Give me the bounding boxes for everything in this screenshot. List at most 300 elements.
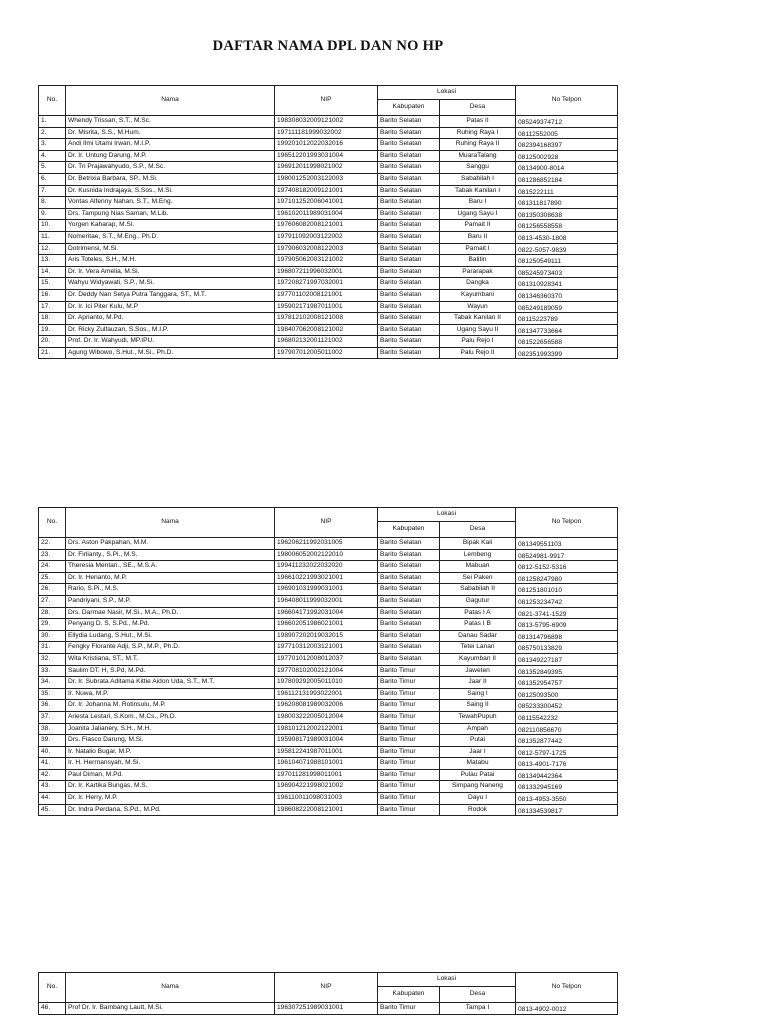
cell-telpon: 0812-5152-5316	[516, 561, 618, 573]
cell-nip: 198907202019032015	[275, 630, 378, 642]
cell-kabupaten: Barito Selatan	[378, 266, 440, 278]
cell-no: 20.	[39, 336, 66, 348]
cell-nama: Dr. Ir. Ici Piter Kulu, M.P	[66, 301, 275, 313]
cell-nip: 196610221993021001	[275, 572, 378, 584]
cell-nama: Dr. Ir. Herianto, M.P.	[66, 572, 275, 584]
cell-telpon: 08524981-9917	[516, 549, 618, 561]
cell-no: 26.	[39, 584, 66, 596]
cell-telpon: 081311817890	[516, 197, 618, 209]
cell-telpon: 081522656588	[516, 336, 618, 348]
cell-desa: Tampa I	[440, 1003, 516, 1015]
table-row	[39, 173, 618, 185]
cell-telpon: 0813-4530-1808	[516, 231, 618, 243]
cell-telpon: 081352849395	[516, 665, 618, 677]
cell-nip: 198407062008121002	[275, 324, 378, 336]
table-row	[39, 735, 618, 747]
cell-telpon: 081314796898	[516, 630, 618, 642]
cell-telpon: 081347733664	[516, 324, 618, 336]
cell-nama: Wahyu Widyawati, S.P., M.Si.	[66, 278, 275, 290]
cell-desa: Tabak Kanilan II	[440, 313, 516, 325]
table-row	[39, 711, 618, 723]
cell-nip: 196912011998021002	[275, 162, 378, 174]
cell-no: 42.	[39, 769, 66, 781]
cell-telpon: 081352877442	[516, 735, 618, 747]
cell-nip: 196208081989032006	[275, 700, 378, 712]
cell-telpon: 08115542232	[516, 711, 618, 723]
cell-nip: 198003222005012004	[275, 711, 378, 723]
cell-kabupaten: Barito Selatan	[378, 278, 440, 290]
table-row	[39, 185, 618, 197]
cell-desa: Pulau Patai	[440, 769, 516, 781]
dpl-table	[38, 85, 618, 359]
cell-kabupaten: Barito Selatan	[378, 197, 440, 209]
cell-nip: 197606082008121001	[275, 220, 378, 232]
cell-nama: Dr. Ir. Kartika Bungas, M.S.	[66, 781, 275, 793]
cell-kabupaten: Barito Timur	[378, 1003, 440, 1015]
header-desa: Desa	[440, 987, 516, 1003]
cell-telpon: 08134900-8014	[516, 162, 618, 174]
table-row	[39, 208, 618, 220]
cell-no: 38.	[39, 723, 66, 735]
cell-nama: Dr. Betrixia Barbara, SP., M.Si.	[66, 173, 275, 185]
cell-kabupaten: Barito Selatan	[378, 301, 440, 313]
cell-telpon: 082351993399	[516, 347, 618, 359]
cell-no: 40.	[39, 746, 66, 758]
cell-telpon: 081253234742	[516, 595, 618, 607]
cell-nama: Dr. Ir. Untung Darung, M.P.	[66, 150, 275, 162]
cell-telpon: 081286852184	[516, 173, 618, 185]
header-no: No.	[39, 508, 66, 538]
cell-no: 17.	[39, 301, 66, 313]
cell-nama: Saulim DT. H, S.Pd, M.Pd.	[66, 665, 275, 677]
table-row	[39, 723, 618, 735]
cell-desa: Ampah	[440, 723, 516, 735]
cell-desa: Wayun	[440, 301, 516, 313]
cell-no: 27.	[39, 595, 66, 607]
cell-no: 4.	[39, 150, 66, 162]
cell-nip: 197905062003121002	[275, 255, 378, 267]
cell-telpon: 081256558558	[516, 220, 618, 232]
cell-telpon: 082394168397	[516, 139, 618, 151]
cell-nip: 199411232022032020	[275, 561, 378, 573]
cell-nip: 197101252006041001	[275, 197, 378, 209]
cell-telpon: 081349442364	[516, 769, 618, 781]
table-row	[39, 220, 618, 232]
table-row	[39, 301, 618, 313]
cell-no: 43.	[39, 781, 66, 793]
cell-telpon: 0813-4902-0012	[516, 1003, 618, 1015]
cell-nip: 197208271997032001	[275, 278, 378, 290]
cell-desa: Tabak Kanilan I	[440, 185, 516, 197]
cell-telpon: 0822-5057-9839	[516, 243, 618, 255]
table-row	[39, 665, 618, 677]
cell-nama: Drs. Darmae Nasir, M.Si., M.A., Ph.D.	[66, 607, 275, 619]
table-body	[39, 538, 618, 816]
cell-nama: Prof. Dr. Ir. Wahyudi, MP.IPU.	[66, 336, 275, 348]
cell-kabupaten: Barito Selatan	[378, 607, 440, 619]
cell-kabupaten: Barito Selatan	[378, 255, 440, 267]
table-row	[39, 266, 618, 278]
cell-no: 2.	[39, 127, 66, 139]
cell-telpon: 0815222111	[516, 185, 618, 197]
cell-kabupaten: Barito Selatan	[378, 150, 440, 162]
cell-desa: MuaraTalang	[440, 150, 516, 162]
cell-nama: Ellydia Ludang, S.Hut., M.Si.	[66, 630, 275, 642]
cell-no: 13.	[39, 255, 66, 267]
cell-kabupaten: Barito Selatan	[378, 162, 440, 174]
header-desa: Desa	[440, 522, 516, 538]
cell-telpon: 081250549111	[516, 255, 618, 267]
cell-no: 34.	[39, 677, 66, 689]
cell-desa: Ugang Sayu I	[440, 208, 516, 220]
cell-desa: Balitin	[440, 255, 516, 267]
table-row	[39, 584, 618, 596]
cell-desa: Saing II	[440, 700, 516, 712]
header-nip: NIP	[275, 86, 378, 116]
header-kabupaten: Kabupaten	[378, 100, 440, 116]
header-kabupaten: Kabupaten	[378, 987, 440, 1003]
cell-desa: Ruhing Raya II	[440, 139, 516, 151]
cell-desa: Matabu	[440, 758, 516, 770]
table-row	[39, 804, 618, 816]
cell-nama: Yorgen Kaharap, M.Si.	[66, 220, 275, 232]
cell-nama: Dr. Ir. Vera Amelia, M.Si.	[66, 266, 275, 278]
cell-nama: Ir. Natalio Bugar, M.P.	[66, 746, 275, 758]
table-body	[39, 1003, 618, 1015]
cell-telpon: 08115223789	[516, 313, 618, 325]
cell-kabupaten: Barito Selatan	[378, 347, 440, 359]
cell-desa: Patas I A	[440, 607, 516, 619]
cell-no: 12.	[39, 243, 66, 255]
cell-nama: Agung Wibowo, S.Hut., M.Si., Ph.D.	[66, 347, 275, 359]
cell-desa: Jaar I	[440, 746, 516, 758]
cell-desa: Jaweten	[440, 665, 516, 677]
table-body	[39, 116, 618, 359]
cell-desa: Patas I B	[440, 619, 516, 631]
cell-desa: Kayumban II	[440, 653, 516, 665]
cell-no: 14.	[39, 266, 66, 278]
table-row	[39, 677, 618, 689]
cell-nama: Dr. Deddy Nan Setya Putra Tanggara, ST., M.T.	[66, 289, 275, 301]
cell-nama: Dr. Ricky Zulfauzan, S.Sos., M.I.P.	[66, 324, 275, 336]
table-row	[39, 162, 618, 174]
table-row	[39, 336, 618, 348]
cell-desa: Jaar II	[440, 677, 516, 689]
cell-telpon: 082110856670	[516, 723, 618, 735]
cell-nama: Ariesta Lestari, S.Kom., M.Cs., Ph.D.	[66, 711, 275, 723]
header-nama: Nama	[66, 508, 275, 538]
cell-telpon: 085249374712	[516, 116, 618, 128]
table-row	[39, 255, 618, 267]
cell-kabupaten: Barito Timur	[378, 735, 440, 747]
table-row	[39, 313, 618, 325]
table-row	[39, 197, 618, 209]
cell-nip: 196307251989031001	[275, 1003, 378, 1015]
cell-desa: Saing I	[440, 688, 516, 700]
table-row	[39, 653, 618, 665]
cell-kabupaten: Barito Selatan	[378, 630, 440, 642]
cell-nama: Penyang D. S, S.Pd., M.Pd.	[66, 619, 275, 631]
cell-kabupaten: Barito Timur	[378, 746, 440, 758]
cell-nama: Ir. Nuwa, M.P.	[66, 688, 275, 700]
cell-nip: 197809292005011010	[275, 677, 378, 689]
cell-kabupaten: Barito Selatan	[378, 243, 440, 255]
cell-nip: 197710312003121001	[275, 642, 378, 654]
cell-nip: 196807211996032001	[275, 266, 378, 278]
cell-kabupaten: Barito Timur	[378, 711, 440, 723]
cell-desa: Putai	[440, 735, 516, 747]
header-no: No.	[39, 973, 66, 1003]
cell-kabupaten: Barito Selatan	[378, 572, 440, 584]
cell-telpon: 081251801010	[516, 584, 618, 596]
cell-no: 5.	[39, 162, 66, 174]
header-telpon: No Telpon	[516, 973, 618, 1003]
cell-nama: Rario, S.Pi., M.S.	[66, 584, 275, 596]
cell-telpon: 081352954757	[516, 677, 618, 689]
cell-kabupaten: Barito Selatan	[378, 313, 440, 325]
cell-telpon: 085245973403	[516, 266, 618, 278]
cell-nama: Fengky Florante Adji, S.P., M.P., Ph.D.	[66, 642, 275, 654]
cell-kabupaten: Barito Timur	[378, 793, 440, 805]
cell-no: 21.	[39, 347, 66, 359]
cell-kabupaten: Barito Selatan	[378, 642, 440, 654]
cell-no: 15.	[39, 278, 66, 290]
cell-kabupaten: Barito Timur	[378, 700, 440, 712]
cell-no: 36.	[39, 700, 66, 712]
table-row	[39, 572, 618, 584]
cell-desa: Tetei Lanan	[440, 642, 516, 654]
cell-nip: 199201012022032016	[275, 139, 378, 151]
cell-nip: 197011281998011001	[275, 769, 378, 781]
table-row	[39, 150, 618, 162]
cell-nama: Drs. Fiasco Darung, M.Si.	[66, 735, 275, 747]
cell-nama: Wita Kristiana, ST., M.T.	[66, 653, 275, 665]
cell-nip: 197701102008121001	[275, 289, 378, 301]
cell-nama: Prof Dr. Ir. Bambang Lautt, M.Si.	[66, 1003, 275, 1015]
cell-no: 6.	[39, 173, 66, 185]
cell-desa: Sei Paken	[440, 572, 516, 584]
header-nip: NIP	[275, 973, 378, 1003]
cell-desa: Bipak Kali	[440, 538, 516, 550]
cell-no: 1.	[39, 116, 66, 128]
cell-nama: Dr. Firlianty., S.Pi., M.S.	[66, 549, 275, 561]
cell-nama: Aris Toteles, S.H., M.H.	[66, 255, 275, 267]
cell-nip: 197111181999032002	[275, 127, 378, 139]
cell-nip: 198308032009121002	[275, 116, 378, 128]
cell-telpon: 085750133829	[516, 642, 618, 654]
cell-nama: Vontas Alfenny Nahan, S.T., M.Eng.	[66, 197, 275, 209]
cell-nip: 195812241987011001	[275, 746, 378, 758]
cell-kabupaten: Barito Selatan	[378, 289, 440, 301]
cell-kabupaten: Barito Selatan	[378, 127, 440, 139]
cell-desa: Ugang Sayu II	[440, 324, 516, 336]
dpl-table	[38, 972, 618, 1015]
cell-kabupaten: Barito Selatan	[378, 653, 440, 665]
cell-telpon: 081258247980	[516, 572, 618, 584]
cell-nip: 196802132001121002	[275, 336, 378, 348]
cell-telpon: 085233300452	[516, 700, 618, 712]
cell-nip: 196206211992031005	[275, 538, 378, 550]
cell-nip: 196512201993031004	[275, 150, 378, 162]
header-lokasi: Lokasi	[378, 86, 516, 100]
header-no: No.	[39, 86, 66, 116]
table-row	[39, 324, 618, 336]
table-row	[39, 769, 618, 781]
cell-nama: Dr. Misrita, S.S., M.Hum.	[66, 127, 275, 139]
cell-kabupaten: Barito Timur	[378, 677, 440, 689]
cell-kabupaten: Barito Timur	[378, 758, 440, 770]
table-row	[39, 781, 618, 793]
cell-kabupaten: Barito Selatan	[378, 538, 440, 550]
cell-kabupaten: Barito Selatan	[378, 595, 440, 607]
header-kabupaten: Kabupaten	[378, 522, 440, 538]
cell-kabupaten: Barito Selatan	[378, 139, 440, 151]
cell-no: 29.	[39, 619, 66, 631]
cell-no: 44.	[39, 793, 66, 805]
cell-nip: 198101212002122001	[275, 723, 378, 735]
cell-no: 9.	[39, 208, 66, 220]
cell-kabupaten: Barito Selatan	[378, 220, 440, 232]
cell-desa: Baru I	[440, 197, 516, 209]
cell-nama: Pandriyani, S.P., M.P.	[66, 595, 275, 607]
cell-nama: Nomeritae, S.T., M.Eng., Ph.D.	[66, 231, 275, 243]
cell-nama: Drs. Aston Pakpahan, M.M.	[66, 538, 275, 550]
cell-kabupaten: Barito Selatan	[378, 173, 440, 185]
header-lokasi: Lokasi	[378, 508, 516, 522]
cell-kabupaten: Barito Selatan	[378, 185, 440, 197]
cell-no: 11.	[39, 231, 66, 243]
cell-nama: Dr. Kusnida Indrajaya, S.Sos., M.Si.	[66, 185, 275, 197]
table-row	[39, 700, 618, 712]
cell-nama: Dr. Ir. Subrata Aditama Kittie Aidon Uda, S.T., M.T.	[66, 677, 275, 689]
header-telpon: No Telpon	[516, 508, 618, 538]
cell-desa: Dayu I	[440, 793, 516, 805]
cell-kabupaten: Barito Selatan	[378, 231, 440, 243]
cell-telpon: 081350308638	[516, 208, 618, 220]
cell-no: 32.	[39, 653, 66, 665]
cell-nip: 196112131993022001	[275, 688, 378, 700]
cell-desa: Sanggu	[440, 162, 516, 174]
cell-desa: Rodok	[440, 804, 516, 816]
cell-nip: 197408182009121001	[275, 185, 378, 197]
table-row	[39, 1003, 618, 1015]
table-row	[39, 116, 618, 128]
cell-no: 45.	[39, 804, 66, 816]
table-row	[39, 619, 618, 631]
cell-telpon: 085249189059	[516, 301, 618, 313]
cell-telpon: 08125093500	[516, 688, 618, 700]
cell-nama: Ir. H. Herrnansyah, M.Si.	[66, 758, 275, 770]
cell-telpon: 0813-5795-6909	[516, 619, 618, 631]
cell-no: 31.	[39, 642, 66, 654]
cell-nip: 196602051986021001	[275, 619, 378, 631]
cell-kabupaten: Barito Timur	[378, 723, 440, 735]
cell-nama: Dr. Aprianto, M.Pd.	[66, 313, 275, 325]
cell-kabupaten: Barito Selatan	[378, 549, 440, 561]
cell-nip: 198608222008121001	[275, 804, 378, 816]
cell-nama: Dr. Ir. Johanna M. Rotinsulu, M.P.	[66, 700, 275, 712]
cell-no: 10.	[39, 220, 66, 232]
cell-kabupaten: Barito Timur	[378, 804, 440, 816]
cell-telpon: 08125002928	[516, 150, 618, 162]
table-row	[39, 595, 618, 607]
cell-kabupaten: Barito Selatan	[378, 561, 440, 573]
cell-desa: Patas II	[440, 116, 516, 128]
cell-desa: Ruhing Raya I	[440, 127, 516, 139]
table-row	[39, 630, 618, 642]
table-row	[39, 793, 618, 805]
cell-telpon: 0821-3741-1529	[516, 607, 618, 619]
cell-desa: Gagutur	[440, 595, 516, 607]
dpl-table	[38, 507, 618, 816]
header-nama: Nama	[66, 86, 275, 116]
cell-telpon: 08112552005	[516, 127, 618, 139]
cell-kabupaten: Barito Selatan	[378, 116, 440, 128]
table-row	[39, 561, 618, 573]
cell-nip: 197708102002121004	[275, 665, 378, 677]
cell-no: 41.	[39, 758, 66, 770]
cell-kabupaten: Barito Selatan	[378, 208, 440, 220]
table-row	[39, 127, 618, 139]
cell-telpon: 081334539817	[516, 804, 618, 816]
table-row	[39, 243, 618, 255]
cell-no: 19.	[39, 324, 66, 336]
cell-nip: 197906032008122003	[275, 243, 378, 255]
cell-desa: Simpang Naneng	[440, 781, 516, 793]
cell-nama: Dotrimensi, M.Si.	[66, 243, 275, 255]
cell-nama: Andi Ilmi Utami Irwan, M.I.P.	[66, 139, 275, 151]
table-row	[39, 231, 618, 243]
cell-telpon: 081332945169	[516, 781, 618, 793]
cell-no: 8.	[39, 197, 66, 209]
cell-telpon: 0813-4953-3550	[516, 793, 618, 805]
cell-kabupaten: Barito Timur	[378, 769, 440, 781]
cell-no: 7.	[39, 185, 66, 197]
cell-no: 23.	[39, 549, 66, 561]
cell-nip: 196901031999031001	[275, 584, 378, 596]
cell-nama: Theresia Mentari., SE., M.S.A.	[66, 561, 275, 573]
document-title: DAFTAR NAMA DPL DAN NO HP	[212, 38, 444, 54]
table-row	[39, 642, 618, 654]
cell-no: 16.	[39, 289, 66, 301]
cell-no: 37.	[39, 711, 66, 723]
cell-nama: Dr. Ir. Herry, M.P.	[66, 793, 275, 805]
cell-kabupaten: Barito Selatan	[378, 324, 440, 336]
header-desa: Desa	[440, 100, 516, 116]
cell-nip: 196102011989031004	[275, 208, 378, 220]
cell-telpon: 081349227187	[516, 653, 618, 665]
cell-no: 30.	[39, 630, 66, 642]
header-nama: Nama	[66, 973, 275, 1003]
cell-nip: 197812102008121008	[275, 313, 378, 325]
table-row	[39, 746, 618, 758]
cell-nip: 196904221998021002	[275, 781, 378, 793]
cell-nip: 196104071988101001	[275, 758, 378, 770]
table-row	[39, 607, 618, 619]
cell-nama: Dr. Tri Prajawahyudo, S.P., M.Sc.	[66, 162, 275, 174]
header-nip: NIP	[275, 508, 378, 538]
cell-nip: 195902171987011001	[275, 301, 378, 313]
cell-no: 46.	[39, 1003, 66, 1015]
cell-nama: Whendy Trissan, S.T., M.Sc.	[66, 116, 275, 128]
cell-no: 33.	[39, 665, 66, 677]
cell-telpon: 081349551103	[516, 538, 618, 550]
cell-nip: 196408011999032001	[275, 595, 378, 607]
table-row	[39, 538, 618, 550]
cell-desa: Pamait II	[440, 220, 516, 232]
cell-desa: Dangka	[440, 278, 516, 290]
cell-no: 39.	[39, 735, 66, 747]
